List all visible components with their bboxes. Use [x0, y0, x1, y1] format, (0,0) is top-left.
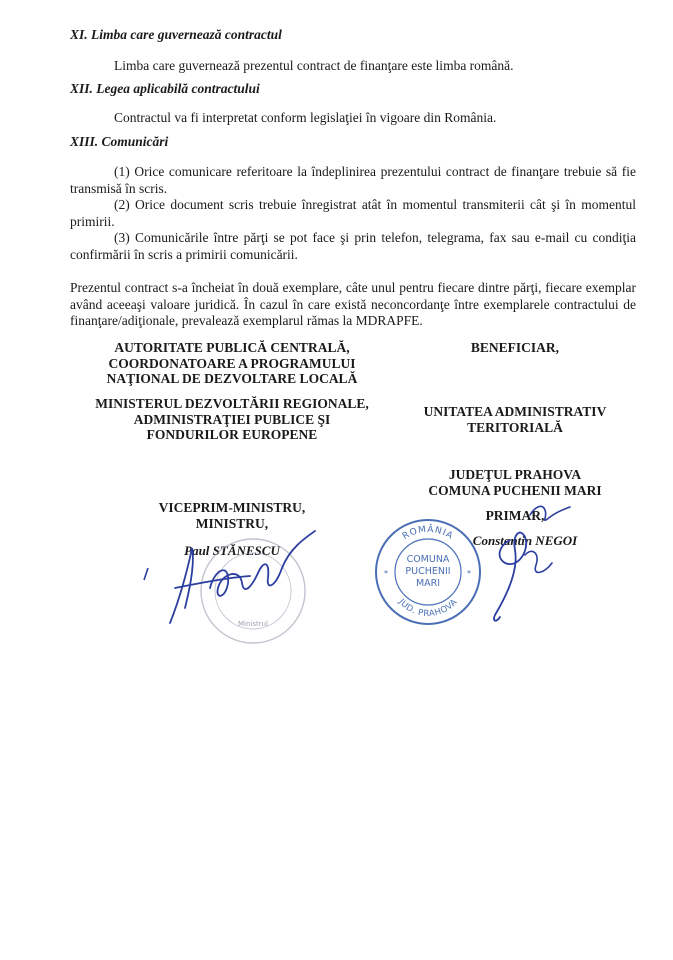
beneficiary-label: BENEFICIAR,: [470, 340, 560, 355]
left-signatory-name: Paul STĂNESCU: [184, 543, 280, 558]
right-signatory-name: Constantin NEGOI: [472, 533, 578, 548]
left-role-line-2: MINISTRU,: [195, 515, 269, 531]
right-location-block: [400, 467, 630, 498]
commune-stamp-center-2: PUCHENII: [405, 566, 451, 577]
section-title-xii: XII. Legea aplicabilă contractului: [70, 81, 260, 96]
right-unit-block: [400, 404, 630, 435]
left-role-block: [82, 500, 382, 531]
svg-text:*: *: [384, 569, 388, 578]
ministry-stamp-text: Ministrul: [237, 620, 269, 628]
right-location-line-2: COMUNA PUCHENII MARI: [428, 482, 602, 498]
left-ministry-block: [82, 396, 382, 443]
right-role: PRIMAR,: [485, 508, 545, 523]
svg-text:JUD. PRAHOVA: [396, 597, 460, 619]
right-unit-line-1: UNITATEA ADMINISTRATIV: [423, 404, 607, 419]
commune-stamp-bottom-text: JUD. PRAHOVA: [396, 597, 460, 620]
commune-stamp-center-3: MARI: [415, 578, 441, 589]
commune-stamp-center-1: COMUNA: [406, 554, 450, 565]
left-role-line-1: VICEPRIM-MINISTRU,: [158, 500, 306, 515]
left-authority-line-1: AUTORITATE PUBLICĂ CENTRALĂ,: [114, 340, 350, 355]
left-authority-line-2: COORDONATOARE A PROGRAMULUI: [108, 355, 356, 371]
closing-paragraph: Prezentul contract s-a încheiat în două exemplare, câte unul pentru fiecare dintre părţi, fiecare exemplar având aceeaşi valoare juridică. În cazul în care există neconcordanţe între exemplarele contractului de finanţare/adiţionale, prevalează exemplarul rămas la MDRAPFE.: [70, 280, 636, 328]
section-xiii-paragraph-1: (1) Orice comunicare referitoare la îndeplinirea prezentului contract de finanţare trebuie să fie transmisă în scris.: [70, 164, 636, 196]
right-signature: [470, 495, 580, 630]
section-xiii-paragraph-3: (3) Comunicările între părţi se pot face şi prin telefon, telegrama, fax sau e-mail cu condiţia confirmării în scris a primirii comunicării.: [70, 230, 636, 262]
left-ministry-line-2: ADMINISTRAŢIEI PUBLICE ŞI: [133, 411, 331, 427]
right-unit-line-2: TERITORIALĂ: [467, 419, 563, 435]
left-authority-block: [82, 340, 382, 387]
left-signature: [140, 528, 320, 628]
section-xi-paragraph: Limba care guvernează prezentul contract de finanţare este limba română.: [114, 58, 514, 73]
svg-text:*: *: [467, 569, 471, 578]
section-xii-paragraph: Contractul va fi interpretat conform legislaţiei în vigoare din România.: [114, 110, 497, 125]
section-title-xi: XI. Limba care guvernează contractul: [70, 27, 282, 42]
left-ministry-line-3: FONDURILOR EUROPENE: [146, 427, 318, 442]
right-location-line-1: JUDEŢUL PRAHOVA: [448, 467, 582, 482]
left-authority-line-3: NAŢIONAL DE DEZVOLTARE LOCALĂ: [106, 371, 358, 386]
section-xiii-paragraph-2: (2) Orice document scris trebuie înregistrat atât în momentul transmiterii cât şi în momentul primirii.: [70, 197, 636, 229]
commune-stamp-top-text: ROMÂNIA: [401, 524, 456, 542]
commune-stamp: [372, 516, 484, 628]
left-ministry-line-1: MINISTERUL DEZVOLTĂRII REGIONALE,: [95, 396, 369, 411]
section-title-xiii: XIII. Comunicări: [70, 134, 169, 149]
